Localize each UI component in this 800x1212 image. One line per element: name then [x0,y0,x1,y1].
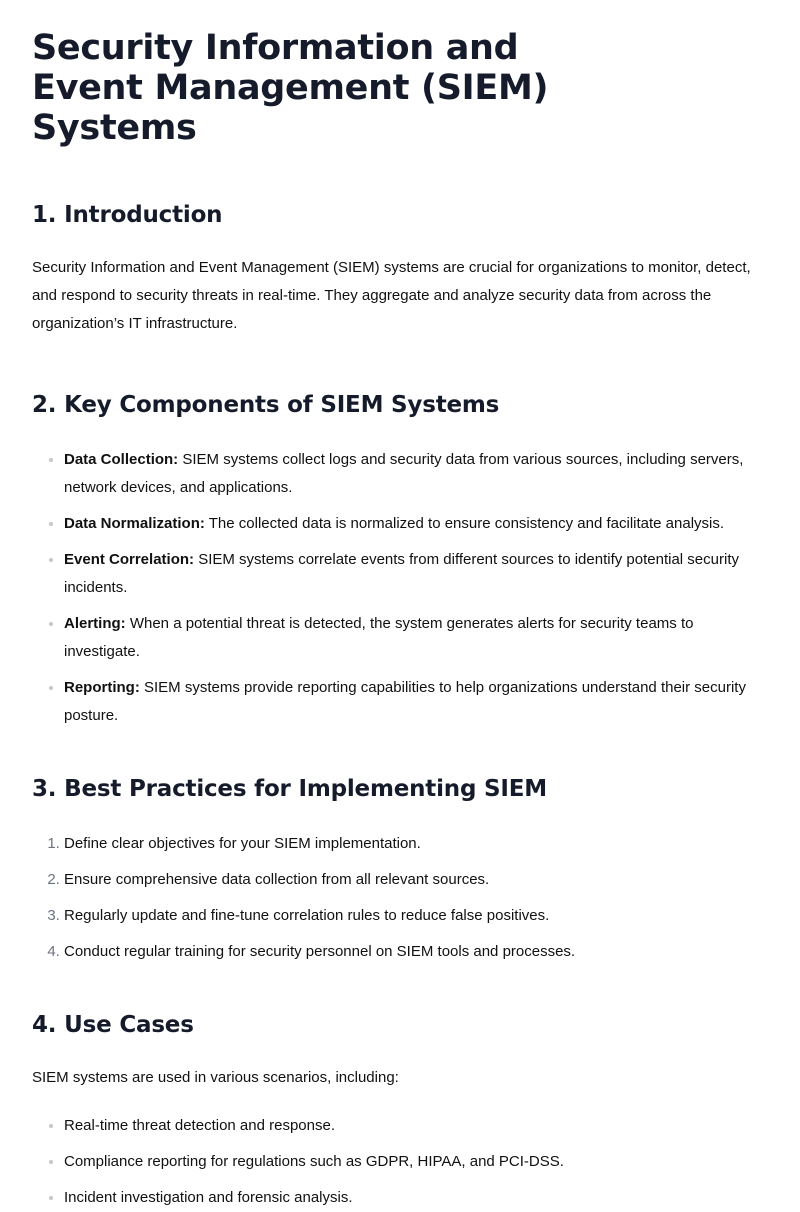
section-best-practices [32,774,768,966]
list-item: • Incident investigation and forensic analysis. [64,1184,768,1212]
list-item-term: Event Correlation: [64,551,195,568]
list-item-text: SIEM systems correlate events from different sources to identify potential security incidents. [64,551,739,596]
list-item: 3. Regularly update and fine-tune correlation rules to reduce false positives. [64,902,768,930]
list-item-text: The collected data is normalized to ensure consistency and facilitate analysis. [204,515,725,532]
list-item-text: SIEM systems provide reporting capabilities to help organizations understand their security posture. [64,679,746,724]
best-practices-list [32,830,768,966]
section-use-cases [32,1010,768,1212]
list-item: • Compliance reporting for regulations such as GDPR, HIPAA, and PCI-DSS. [64,1148,768,1176]
use-cases-intro: SIEM systems are used in various scenarios, including: [32,1069,399,1086]
list-item [64,546,768,602]
list-item: 4. Conduct regular training for security personnel on SIEM tools and processes. [64,938,768,966]
list-item-text: SIEM systems collect logs and security data from various sources, including servers, network devices, and applications. [64,451,744,496]
list-item-term: Reporting: [64,679,140,696]
list-item [64,610,768,666]
list-item [64,674,768,730]
section-heading-use-cases: 4. Use Cases [32,1012,194,1038]
section-heading-key-components: 2. Key Components of SIEM Systems [32,392,500,418]
list-item-term: Data Collection: [64,451,179,468]
list-item-term: Alerting: [64,615,126,632]
section-heading-best-practices: 3. Best Practices for Implementing SIEM [32,776,547,802]
introduction-paragraph: Security Information and Event Management (SIEM) systems are crucial for organizations to monitor, detect, and respond to security threats in real-time. They aggregate and analyze security data from across the organization’s IT infrastructure. [32,259,751,332]
section-heading-introduction: 1. Introduction [32,202,223,228]
list-item: 2. Ensure comprehensive data collection from all relevant sources. [64,866,768,894]
list-item [64,510,768,538]
list-item-text: When a potential threat is detected, the system generates alerts for security teams to investigate. [64,615,694,660]
section-key-components [32,390,768,730]
list-item-term: Data Normalization: [64,515,205,532]
list-item [64,446,768,502]
section-introduction [32,200,768,338]
page-title: Security Information and Event Management (SIEM) Systems [32,28,549,148]
components-list [32,446,768,730]
use-cases-list [32,1112,768,1212]
list-item: 1. Define clear objectives for your SIEM implementation. [64,830,768,858]
list-item: • Real-time threat detection and response. [64,1112,768,1140]
